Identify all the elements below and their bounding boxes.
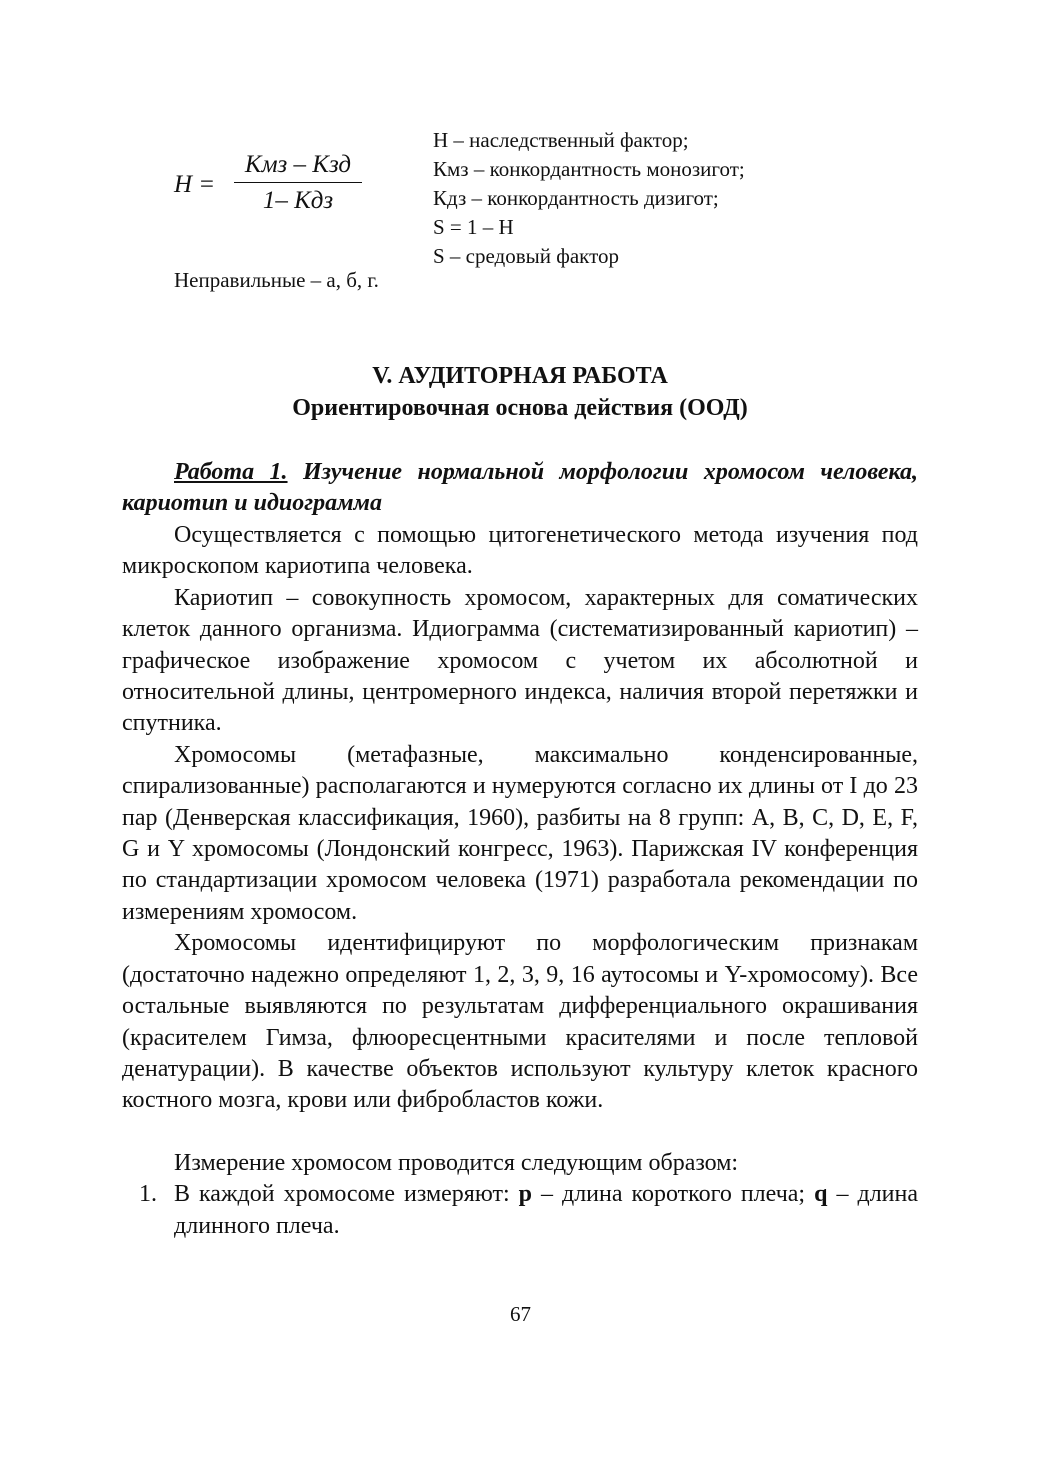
formula-denominator: 1– Kдз [262,187,334,214]
paragraph: Осуществляется с помощью цитогенетического метода изучения под микроскопом кариотипа человека. [122,522,918,580]
legend-line: Кмз – конкордантность монозигот; [433,157,745,181]
list-item [122,1179,918,1242]
wrong-answers: Неправильные – а, б, г. [174,268,379,292]
section-title: V. АУДИТОРНАЯ РАБОТА [372,363,668,389]
formula-fraction [234,148,362,219]
body-text [122,520,918,1242]
formula-legend [433,126,745,271]
paragraph: Хромосомы (метафазные, максимально конденсированные, спирализованные) располагаются и нумеруются согласно их длины от I до 23 пар (Денверская классификация, 1960), разбиты на 8 групп: A, B, C, D, E, F, G и Y хромосомы (Лондонский конгресс, 1963). Парижская IV конференция по стандартизации хромосом человека (1971) разработала рекомендации по измерениям хромосом. [122,741,918,925]
formula-numerator: Kмз – Kзд [244,151,352,178]
list-text-part: В каждой хромосоме измеряют: [174,1181,519,1208]
list-text-part: – длина длинного плеча. [174,1181,919,1239]
legend-line: S – средовый фактор [433,244,619,268]
q-symbol: q [814,1181,828,1208]
list-text-part: – длина короткого плеча; [531,1181,815,1208]
p-symbol: p [518,1181,532,1208]
legend-line: Кдз – конкордантность дизигот; [433,186,719,210]
work-title-text: Изучение нормальной морфологии хромосом человека, кариотип и идиограмма [122,459,918,517]
legend-line: S = 1 – Н [433,215,514,239]
heritability-formula [174,148,374,228]
section-subtitle: Ориентировочная основа действия (ООД) [292,395,748,421]
legend-line: Н – наследственный фактор; [433,128,689,152]
list-number: 1. [139,1181,157,1208]
measurement-intro: Измерение хромосом проводится следующим образом: [174,1149,739,1176]
paragraph: Хромосомы идентифицируют по морфологическим признакам (достаточно надежно определяют 1, 2, 3, 9, 16 аутосомы и Y-хромосому). Все остальные выявляются по результатам дифференциального окрашивания (красителем Гимза, флюоресцентными красителями и после тепловой денатурации). В качестве объектов используют культуру клеток красного костного мозга, крови или фибробластов кожи. [122,930,918,1114]
page-number: 67 [510,1302,531,1326]
work-title [122,457,918,520]
formula-lhs: H = [174,171,216,198]
paragraph: Кариотип – совокупность хромосом, характерных для соматических клеток данного организма. Идиограмма (систематизированный кариотип) – графическое изображение хромосом с учетом их абсолютной и относительной длины, центромерного индекса, наличия второй перетяжки и спутника. [122,584,918,737]
work-label: Работа 1. [174,459,288,485]
